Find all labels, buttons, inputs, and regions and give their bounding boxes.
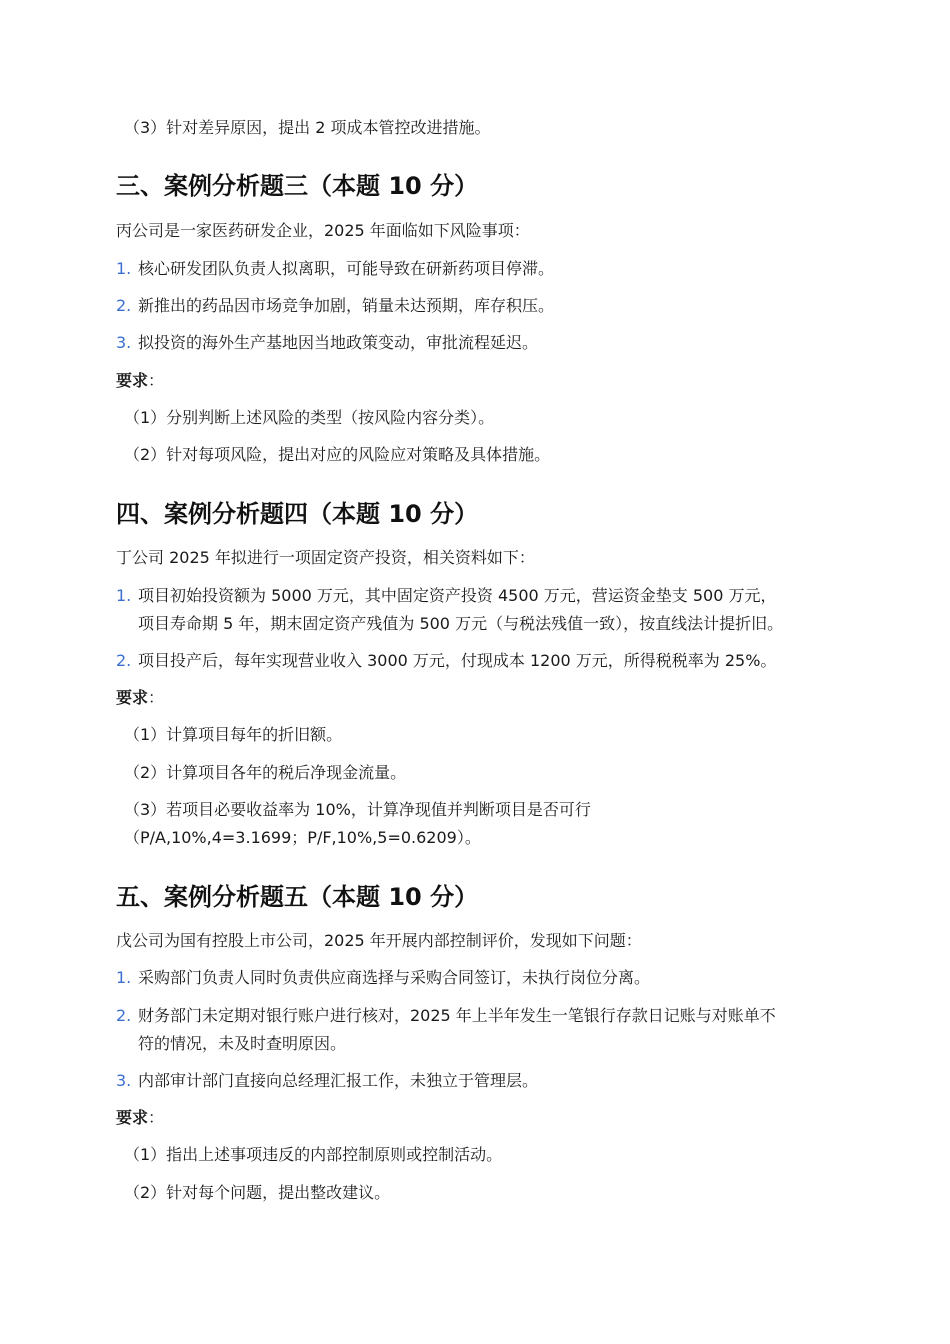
list-number: 2. [116, 296, 132, 315]
requirements-label-text: 要求 [116, 371, 149, 390]
requirement-line: （3）针对差异原因，提出 2 项成本管控改进措施。 [124, 118, 491, 137]
list-text: 新推出的药品因市场竞争加剧，销量未达预期，库存积压。 [138, 296, 555, 315]
list-item [116, 649, 846, 673]
requirements-label [116, 686, 164, 710]
list-text: 采购部门负责人同时负责供应商选择与采购合同签订，未执行岗位分离。 [138, 968, 651, 987]
list-text: 内部审计部门直接向总经理汇报工作，未独立于管理层。 [138, 1071, 539, 1090]
list-number: 1. [116, 968, 132, 987]
section-intro: 戊公司为国有控股上市公司，2025 年开展内部控制评价，发现如下问题： [116, 931, 642, 950]
list-number: 2. [116, 1006, 132, 1025]
requirement-line: （P/A,10%,4=3.1699；P/F,10%,5=0.6209）。 [124, 828, 481, 847]
requirement-line: （2）针对每个问题，提出整改建议。 [124, 1183, 391, 1202]
list-text: 项目投产后，每年实现营业收入 3000 万元，付现成本 1200 万元，所得税税率为 25%。 [138, 651, 777, 670]
requirement-line: （1）指出上述事项违反的内部控制原则或控制活动。 [124, 1145, 503, 1164]
list-item [116, 294, 846, 318]
list-text: 项目寿命期 5 年，期末固定资产残值为 500 万元（与税法残值一致），按直线法计提折旧。 [138, 614, 784, 633]
list-text: 核心研发团队负责人拟离职，可能导致在研新药项目停滞。 [138, 259, 555, 278]
requirements-colon: ： [148, 371, 165, 390]
list-item [116, 331, 846, 355]
section-heading-4: 四、案例分析题四（本题 10 分） [116, 500, 479, 528]
list-number: 1. [116, 259, 132, 278]
section-heading-3: 三、案例分析题三（本题 10 分） [116, 172, 479, 200]
list-item [116, 584, 846, 636]
list-text: 符的情况，未及时查明原因。 [138, 1034, 347, 1053]
list-item [116, 257, 846, 281]
list-number: 3. [116, 333, 132, 352]
list-item [116, 966, 846, 990]
requirements-label-text: 要求 [116, 1108, 149, 1127]
requirement-line: （1）计算项目每年的折旧额。 [124, 725, 343, 744]
list-number: 3. [116, 1071, 132, 1090]
requirements-label-text: 要求 [116, 688, 149, 707]
list-text: 项目初始投资额为 5000 万元，其中固定资产投资 4500 万元，营运资金垫支 500 万元， [138, 586, 777, 605]
section-intro: 丁公司 2025 年拟进行一项固定资产投资，相关资料如下： [116, 548, 535, 567]
list-item [116, 1004, 846, 1056]
requirement-line: （2）针对每项风险，提出对应的风险应对策略及具体措施。 [124, 445, 551, 464]
requirements-label [116, 1106, 164, 1130]
list-text: 拟投资的海外生产基地因当地政策变动，审批流程延迟。 [138, 333, 539, 352]
list-item [116, 1069, 846, 1093]
list-text: 财务部门未定期对银行账户进行核对，2025 年上半年发生一笔银行存款日记账与对账单不 [138, 1006, 776, 1025]
section-intro: 丙公司是一家医药研发企业，2025 年面临如下风险事项： [116, 221, 530, 240]
requirements-label [116, 369, 164, 393]
list-number: 1. [116, 586, 132, 605]
section-heading-5: 五、案例分析题五（本题 10 分） [116, 883, 479, 911]
requirement-line: （2）计算项目各年的税后净现金流量。 [124, 763, 407, 782]
requirement-line: （3）若项目必要收益率为 10%，计算净现值并判断项目是否可行 [124, 800, 591, 819]
requirements-colon: ： [148, 688, 165, 707]
requirement-line: （1）分别判断上述风险的类型（按风险内容分类）。 [124, 408, 495, 427]
requirements-colon: ： [148, 1108, 165, 1127]
list-number: 2. [116, 651, 132, 670]
